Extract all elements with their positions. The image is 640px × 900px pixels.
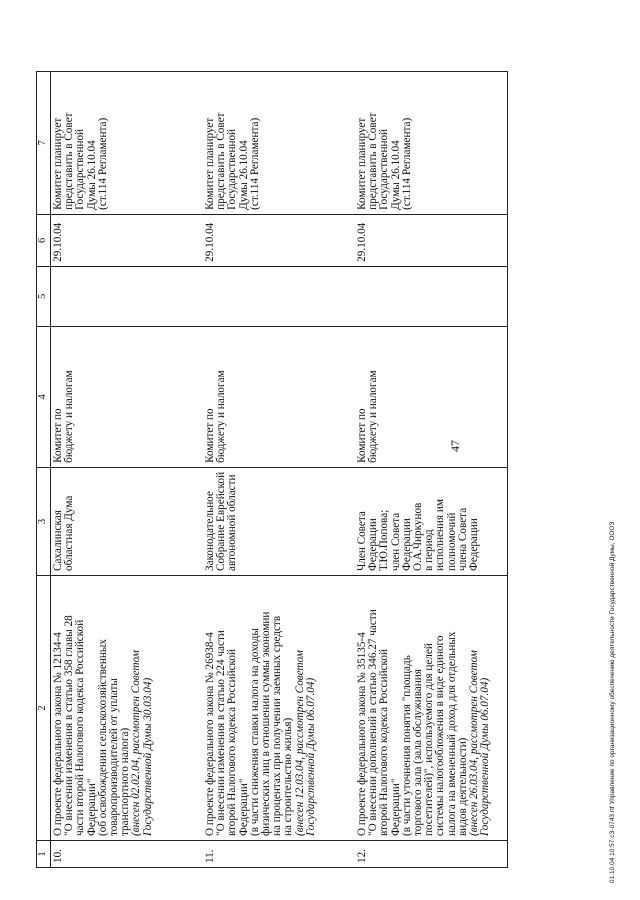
column-header: 4 bbox=[37, 326, 51, 467]
remark-line: (ст.114 Регламента) bbox=[96, 117, 109, 210]
remark-line: Комитет планирует bbox=[52, 117, 64, 210]
remark-line: Комитет планирует bbox=[204, 117, 216, 210]
initiator-line: Федерации bbox=[367, 518, 380, 571]
bill-title: О проекте федерального закона № 35135-4 bbox=[356, 632, 368, 836]
column-5-cell bbox=[51, 266, 204, 326]
committee-line: Комитет по bbox=[356, 408, 368, 463]
bill-text-line: Федерации" bbox=[85, 778, 98, 836]
initiator-line: Законодательное bbox=[204, 491, 216, 571]
initiator-line: исполнения им bbox=[434, 499, 447, 571]
initiator-cell bbox=[203, 467, 355, 575]
initiator-line: Член Совета bbox=[356, 511, 368, 571]
bill-text-line: торгового зала (зала обслуживания bbox=[412, 669, 425, 836]
bill-note-line: Государственной Думы 06.07.04) bbox=[304, 677, 317, 836]
bill-description-cell bbox=[203, 576, 355, 841]
bill-text-line: системы налогообложения в виде единого bbox=[434, 635, 447, 836]
bill-text-line: второй Налогового кодекса Российской bbox=[378, 649, 391, 836]
committee-line: бюджету и налогам bbox=[367, 370, 380, 463]
remark-line: Государственной bbox=[74, 128, 87, 210]
remark-line: представить в Совет bbox=[63, 112, 76, 210]
bill-text-line: "О внесении изменения в статью 358 главы 28 bbox=[63, 615, 76, 836]
row-number: 12. bbox=[356, 849, 368, 863]
register-table bbox=[36, 71, 508, 868]
bill-text-line: Федерации" bbox=[389, 778, 402, 836]
column-header: 5 bbox=[37, 266, 51, 326]
initiator-line: Т.Ю.Попова; bbox=[378, 509, 391, 571]
initiator-line: полномочий bbox=[445, 512, 458, 571]
remark-line: Думы 26.10.04 bbox=[85, 140, 98, 210]
column-5-cell bbox=[203, 266, 355, 326]
initiator-line: Федерации bbox=[400, 518, 413, 571]
bill-text-line: видов деятельности) bbox=[456, 737, 469, 836]
page-number: 47 bbox=[448, 440, 462, 452]
date-value: 29.10.04 bbox=[204, 222, 216, 262]
bill-text-line: посетителей)", используемого для целей bbox=[423, 643, 436, 836]
bill-text-line: на строительство жилья) bbox=[282, 717, 295, 836]
remark-line: представить в Совет bbox=[215, 112, 228, 210]
bill-description-cell bbox=[51, 576, 204, 841]
column-header: 3 bbox=[37, 467, 51, 575]
date-cell bbox=[51, 214, 204, 266]
table-row bbox=[203, 71, 355, 867]
remark-line: (ст.114 Регламента) bbox=[248, 117, 261, 210]
initiator-cell bbox=[51, 467, 204, 575]
footer-note: 01.10.04 10:57 сЗ-0743.rtf Управление по организационному обеспечению деятельности Государственной Думы, ОООЗ bbox=[609, 521, 616, 883]
initiator-line: член Совета bbox=[389, 512, 402, 571]
date-value: 29.10.04 bbox=[356, 222, 368, 262]
bill-text-line: товаропроизводителей от уплаты bbox=[108, 678, 121, 836]
initiator-line: в период bbox=[423, 529, 436, 571]
bill-text-line: (в части снижения ставки налога на доходы bbox=[248, 628, 261, 836]
remark-line: (ст.114 Регламента) bbox=[400, 117, 413, 210]
committee-line: Комитет по bbox=[52, 408, 64, 463]
committee-line: Комитет по bbox=[204, 408, 216, 463]
bill-note-line: Государственной Думы 30.03.04) bbox=[141, 677, 154, 836]
bill-text-line: транспортного налога) bbox=[119, 727, 132, 836]
table-row bbox=[355, 71, 508, 867]
initiator-line: Федерации bbox=[468, 518, 481, 571]
bill-text-line: "О внесении изменения в статью 224 части bbox=[215, 630, 228, 836]
date-cell bbox=[203, 214, 355, 266]
column-header: 2 bbox=[37, 576, 51, 841]
bill-text-line: физических лиц в отношении суммы экономии bbox=[260, 611, 273, 836]
initiator-line: Собрание Еврейской bbox=[215, 471, 228, 571]
initiator-line: автономной области bbox=[226, 474, 239, 571]
bill-text-line: налога на вмененный доход для отдельных bbox=[445, 631, 458, 836]
row-number-cell bbox=[355, 841, 508, 868]
committee-line: бюджету и налогам bbox=[215, 370, 228, 463]
table-row bbox=[51, 71, 204, 867]
committee-cell bbox=[355, 326, 508, 467]
row-number-cell bbox=[51, 841, 204, 868]
column-header: 6 bbox=[37, 214, 51, 266]
remark-cell bbox=[51, 71, 204, 214]
bill-note-line: (внесен 26.03.04, рассмотрен Советом bbox=[468, 650, 481, 836]
bill-title: О проекте федерального закона № 26938-4 bbox=[204, 632, 216, 836]
row-number: 10. bbox=[52, 849, 64, 863]
remark-line: Думы 26.10.04 bbox=[237, 140, 250, 210]
initiator-line: члена Совета bbox=[456, 507, 469, 571]
bill-text-line: Федерации" bbox=[237, 778, 250, 836]
bill-text-line: на процентах при получении заемных средств bbox=[271, 615, 284, 836]
initiator-line: О.А.Чиркунов bbox=[412, 502, 425, 571]
remark-line: представить в Совет bbox=[367, 112, 380, 210]
initiator-cell bbox=[355, 467, 508, 575]
initiator-line: областная Дума bbox=[63, 495, 76, 571]
committee-line: бюджету и налогам bbox=[63, 370, 76, 463]
committee-cell bbox=[203, 326, 355, 467]
initiator-line: Сахалинская bbox=[52, 510, 64, 571]
remark-cell bbox=[355, 71, 508, 214]
bill-text-line: (об освобождении сельскохозяйственных bbox=[96, 639, 109, 836]
bill-note-line: (внесен 02.02.04, рассмотрен Советом bbox=[130, 650, 143, 836]
remark-line: Комитет планирует bbox=[356, 117, 368, 210]
bill-text-line: части второй Налогового кодекса Российской bbox=[74, 619, 87, 836]
column-5-cell bbox=[355, 266, 508, 326]
row-number-cell bbox=[203, 841, 355, 868]
row-number: 11. bbox=[204, 849, 216, 863]
bill-text-line: (в части уточнения понятия "площадь bbox=[400, 655, 413, 836]
column-header: 7 bbox=[37, 71, 51, 214]
bill-text-line: "О внесении дополнений в статью 346.27 части bbox=[367, 609, 380, 836]
remark-line: Государственной bbox=[226, 128, 239, 210]
bill-note-line: Государственной Думы 06.07.04) bbox=[479, 677, 492, 836]
remark-line: Государственной bbox=[378, 128, 391, 210]
bill-description-cell bbox=[355, 576, 508, 841]
date-cell bbox=[355, 214, 508, 266]
date-value: 29.10.04 bbox=[52, 222, 64, 262]
remark-cell bbox=[203, 71, 355, 214]
committee-cell bbox=[51, 326, 204, 467]
bill-title: О проекте федерального закона № 12134-4 bbox=[52, 632, 64, 836]
column-header: 1 bbox=[37, 841, 51, 868]
bill-text-line: второй Налогового кодекса Российской bbox=[226, 649, 239, 836]
bill-note-line: (внесен 12.03.04, рассмотрен Советом bbox=[293, 650, 306, 836]
header-row bbox=[37, 71, 51, 867]
remark-line: Думы 26.10.04 bbox=[389, 140, 402, 210]
